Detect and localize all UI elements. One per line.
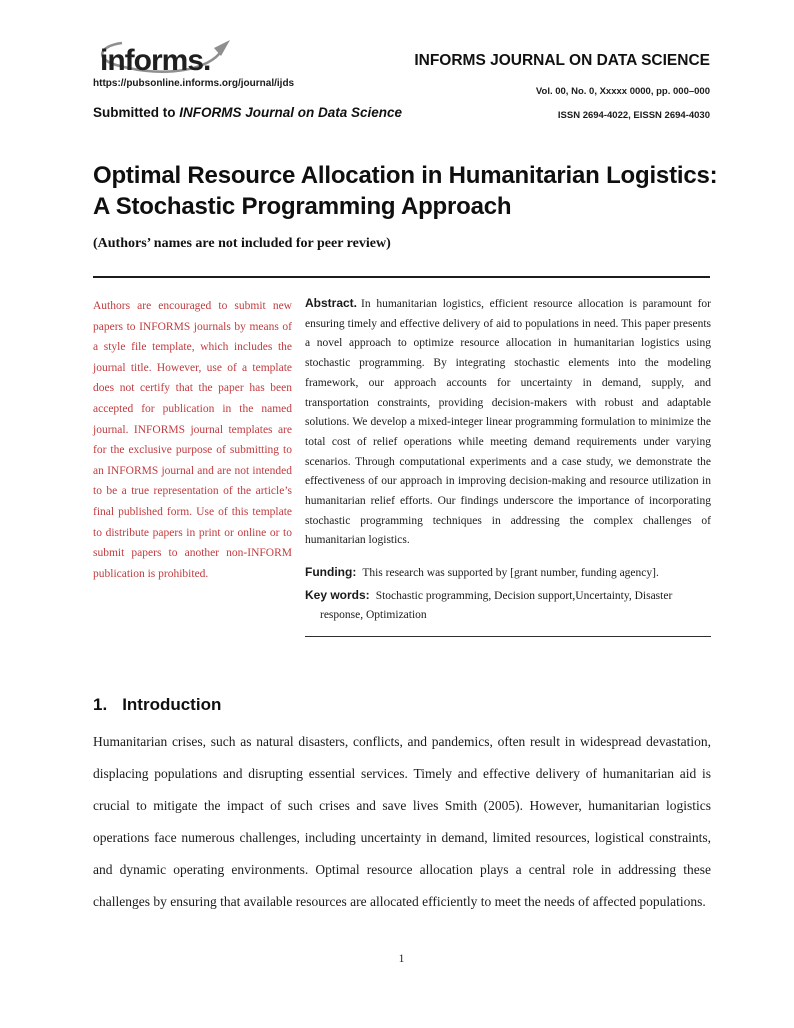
informs-logo: [88, 38, 258, 82]
keywords-line: [305, 586, 711, 625]
submitted-prefix: Submitted to: [93, 105, 180, 120]
keywords-label: Key words:: [305, 588, 370, 603]
abstract-text: In humanitarian logistics, efficient resource allocation is paramount for ensuring timely and effective delivery of aid to populations in need. This paper presents a novel approach to optimize resource allocation in humanitarian logistics using stochastic programming. By integrating stochastic elements into the modeling framework, our approach accounts for uncertainty in demand, supply, and transportation constraints, providing decision-makers with robust and adaptable solutions. We develop a mixed-integer linear programming formulation to minimize the total cost of relief operations while meeting demand requirements under varying scenarios. Through computational experiments and a case study, we demonstrate the effectiveness of our approach in improving decision-making and resource utilization in humanitarian relief efforts. Our findings underscore the importance of incorporating stochastic programming techniques in addressing the complex challenges of humanitarian logistics.: [305, 298, 711, 547]
submitted-line: [93, 105, 402, 120]
funding-line: [305, 563, 711, 583]
abstract-label: Abstract.: [305, 296, 358, 310]
keywords-text: Stochastic programming, Decision support,Uncertainty, Disaster response, Optimization: [320, 590, 673, 622]
abstract-column: [305, 294, 711, 637]
funding-text: This research was supported by [grant number, funding agency].: [362, 567, 659, 580]
submitted-journal-name: INFORMS Journal on Data Science: [179, 105, 403, 120]
abstract-paragraph: [305, 294, 711, 551]
journal-name: INFORMS JOURNAL ON DATA SCIENCE: [414, 52, 710, 69]
authors-note: (Authors’ names are not included for peer review): [93, 236, 391, 251]
logo-text: informs.: [100, 44, 211, 77]
intro-paragraph: Humanitarian crises, such as natural disasters, conflicts, and pandemics, often result in widespread devastation, displacing populations and disrupting essential services. Timely and effective delivery of humanitarian aid is crucial to mitigate the impact of such crises and save lives Smith (2005). However, humanitarian logistics operations face numerous challenges, including uncertainty in demand, limited resources, logistical constraints, and dynamic operating environments. Optimal resource allocation plays a central role in addressing these challenges by ensuring that available resources are allocated efficiently to meet the needs of affected populations.: [93, 734, 711, 909]
informs-swoosh-icon: [88, 38, 258, 82]
issn-line: ISSN 2694-4022, EISSN 2694-4030: [557, 110, 710, 121]
journal-url-link[interactable]: https://pubsonline.informs.org/journal/ijds: [93, 78, 295, 89]
funding-label: Funding:: [305, 565, 357, 580]
section-heading: [93, 695, 221, 715]
page-number: 1: [398, 953, 405, 965]
section-number: 1.: [93, 695, 108, 714]
swoosh-arrowhead: [214, 40, 230, 56]
template-warning-note: Authors are encouraged to submit new papers to INFORMS journals by means of a style file template, which includes the journal title. However, use of a template does not certify that the paper has been accepted for publication in the named journal. INFORMS journal templates are for the exclusive purpose of submitting to an INFORMS journal and are not intended to be a true representation of the article’s final published form. Use of this template to distribute papers in print or online or to submit papers to another non-INFORM publication is prohibited.: [93, 300, 292, 580]
abstract-divider-rule: [305, 636, 711, 637]
header-divider-rule: [93, 276, 710, 278]
section-title: Introduction: [122, 695, 222, 714]
paper-title: Optimal Resource Allocation in Humanitarian Logistics: A Stochastic Programming Approach: [93, 162, 718, 220]
volume-line: Vol. 00, No. 0, Xxxxx 0000, pp. 000–000: [535, 86, 710, 97]
